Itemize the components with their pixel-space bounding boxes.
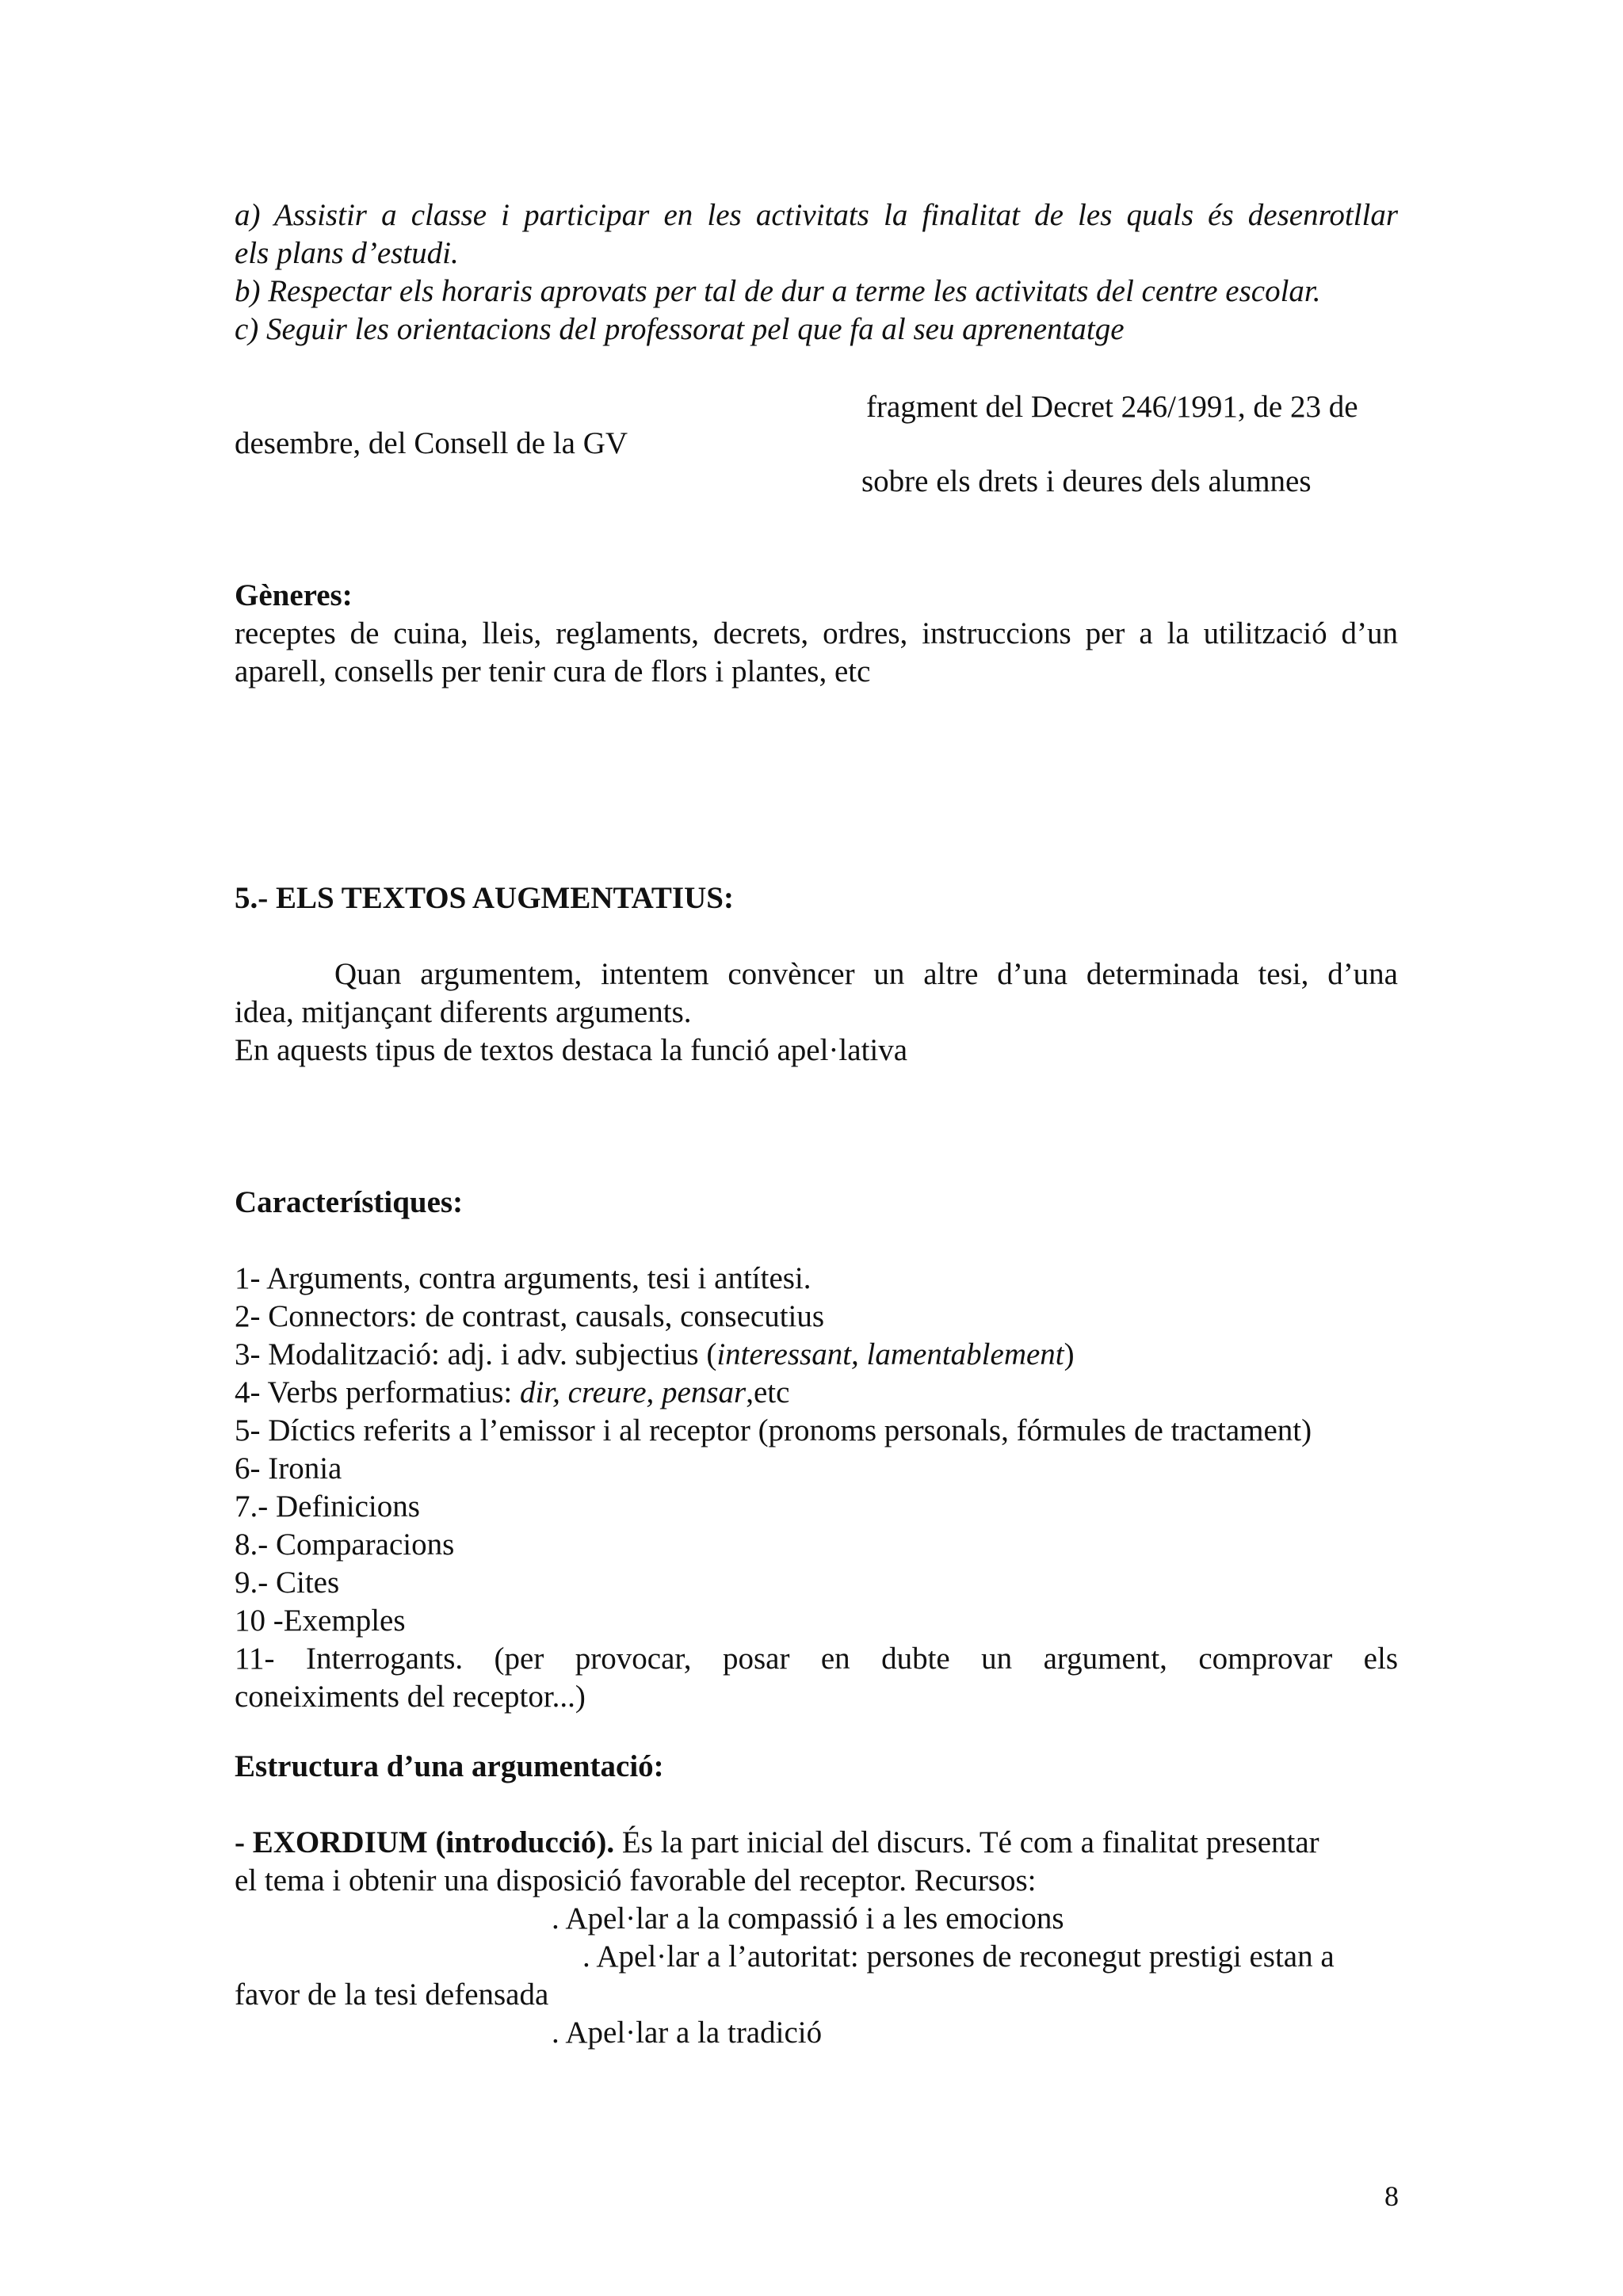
recurs-2: . Apel·lar a l’autoritat: persones de reconegut prestigi estan a: [582, 1939, 1335, 1974]
list-item: 11- Interrogants. (per provocar, posar en dubte un argument, comprovar els: [235, 1642, 1398, 1676]
estructura-heading: Estructura d’una argumentació:: [235, 1749, 664, 1783]
list-item: 2- Connectors: de contrast, causals, consecutius: [235, 1299, 825, 1333]
recurs-1: . Apel·lar a la compassió i a les emocions: [552, 1901, 1064, 1936]
section5-intro: [235, 955, 1398, 1070]
list-item-continuation: coneiximents del receptor...): [235, 1680, 586, 1714]
exordium-line1: [235, 1824, 1398, 1862]
exordium-line2: el tema i obtenir una disposició favorable del receptor. Recursos:: [235, 1863, 1037, 1897]
generes-line2: aparell, consells per tenir cura de flors i plantes, etc: [235, 654, 871, 688]
caracteristiques-list: [235, 1260, 1398, 1716]
exordium-paragraph: [235, 1824, 1398, 1900]
source-line3: sobre els drets i deures dels alumnes: [861, 464, 1312, 498]
generes-line1: receptes de cuina, lleis, reglaments, decrets, ordres, instruccions per a la utilització d’un: [235, 616, 1398, 650]
recurs-3: . Apel·lar a la tradició: [552, 2016, 823, 2050]
recurs-2-continuation: favor de la tesi defensada: [235, 1978, 549, 2012]
generes-heading: Gèneres:: [235, 578, 353, 612]
source-line2: desembre, del Consell de la GV: [235, 426, 628, 460]
section5-intro-line1: Quan argumentem, intentem convèncer un altre d’una determinada tesi, d’una: [334, 957, 1398, 991]
list-item: 7.- Definicions: [235, 1489, 420, 1524]
list-item: [235, 1374, 1398, 1412]
generes-section: [235, 577, 1398, 691]
item4-etc: ,etc: [746, 1375, 790, 1409]
list-item: 5- Díctics referits a l’emissor i al receptor (pronoms personals, fórmules de tractament): [235, 1413, 1312, 1447]
list-item: 8.- Comparacions: [235, 1527, 455, 1562]
section5-intro-line3: En aquests tipus de textos destaca la funció apel·lativa: [235, 1033, 908, 1067]
caracteristiques-heading: Característiques:: [235, 1185, 464, 1219]
section5-intro-line2: idea, mitjançant diferents arguments.: [235, 995, 692, 1029]
section5-heading: 5.- ELS TEXTOS AUGMENTATIUS:: [235, 881, 734, 915]
item4-text: 4- Verbs performatius:: [235, 1375, 520, 1409]
duty-b: b) Respectar els horaris aprovats per tal de dur a terme les activitats del centre escolar.: [235, 274, 1321, 308]
duties-list: [235, 196, 1398, 349]
list-item: 10 -Exemples: [235, 1604, 406, 1638]
list-item: 6- Ironia: [235, 1451, 342, 1486]
exordium-label: - EXORDIUM (introducció).: [235, 1825, 615, 1859]
page-number: 8: [1384, 2180, 1399, 2212]
duty-a-line1: a) Assistir a classe i participar en les activitats la finalitat de les quals és desenrotllar: [235, 198, 1398, 232]
list-item: [235, 1336, 1398, 1374]
item3-close: ): [1064, 1337, 1075, 1371]
duty-c: c) Seguir les orientacions del professorat pel que fa al seu aprenentatge: [235, 312, 1125, 346]
duty-a-line2: els plans d’estudi.: [235, 236, 459, 270]
list-item: 9.- Cites: [235, 1566, 340, 1600]
item4-italic: dir, creure, pensar: [519, 1375, 747, 1409]
item3-text: 3- Modalització: adj. i adv. subjectius (: [235, 1337, 717, 1371]
source-line1: fragment del Decret 246/1991, de 23 de: [866, 390, 1358, 424]
exordium-text: És la part inicial del discurs. Té com a finalitat presentar: [614, 1825, 1319, 1859]
item3-italic: interessant, lamentablement: [716, 1337, 1064, 1371]
list-item: 1- Arguments, contra arguments, tesi i antítesi.: [235, 1261, 812, 1295]
